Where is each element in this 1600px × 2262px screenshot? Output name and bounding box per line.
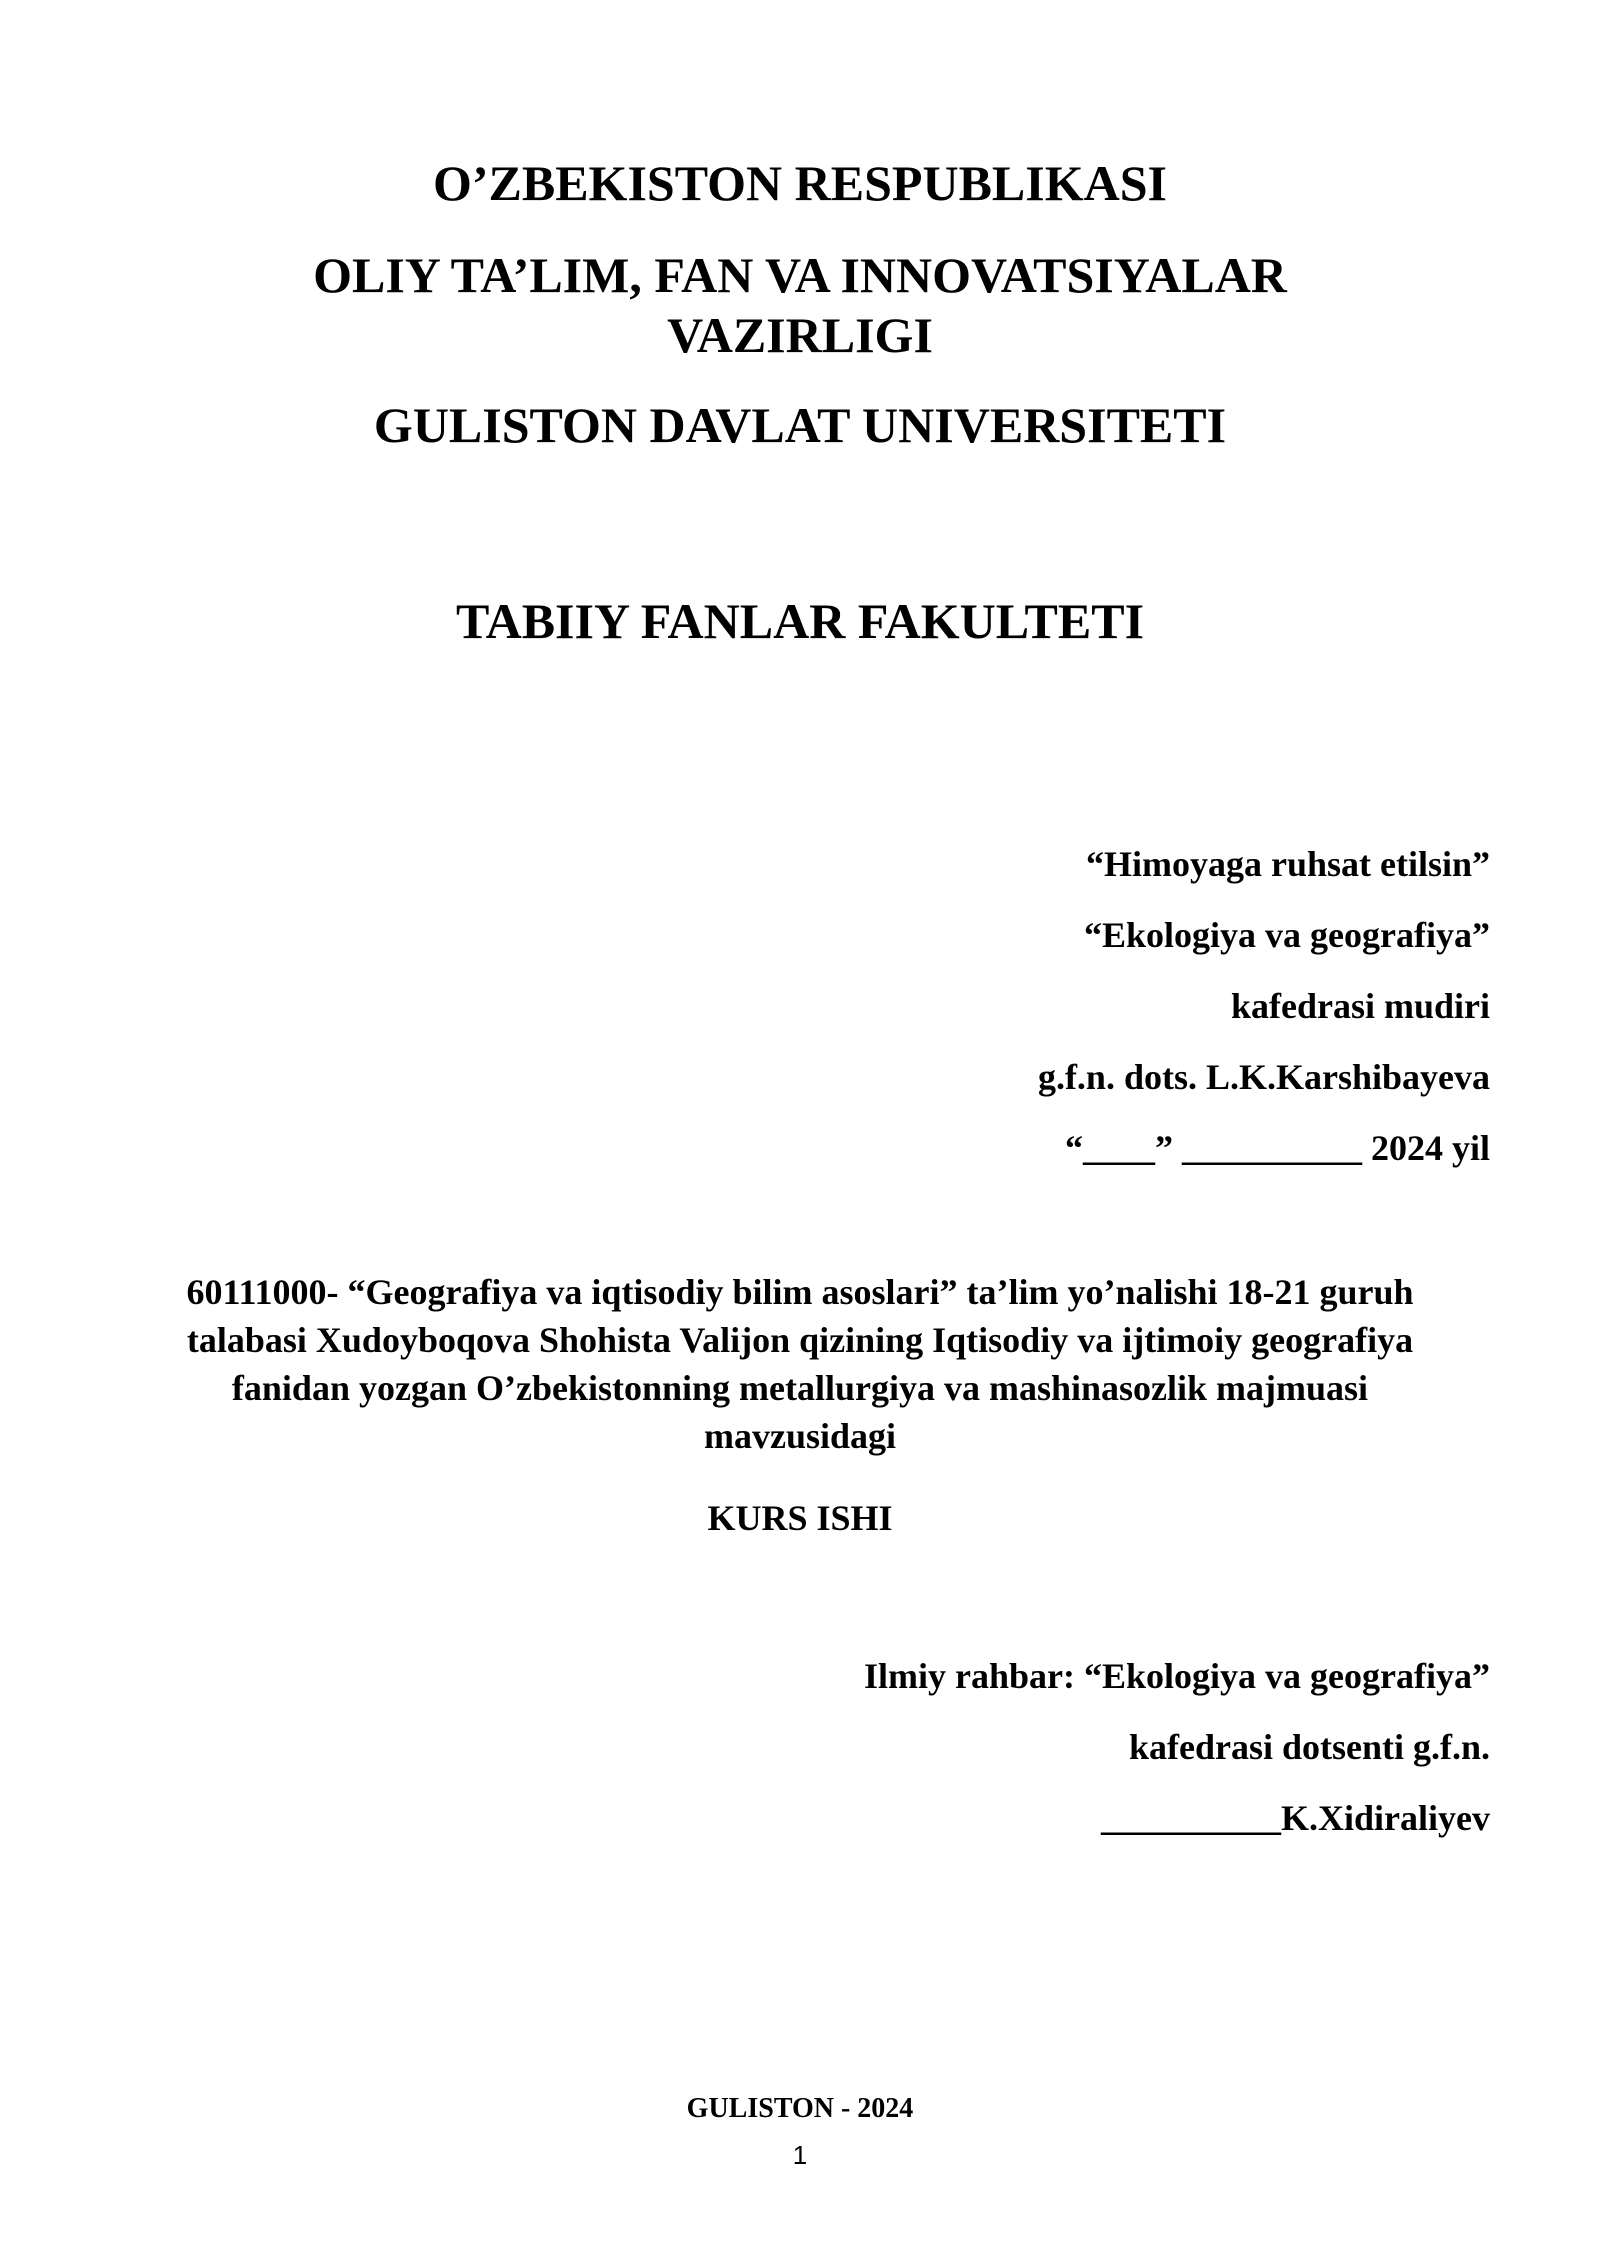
work-description-line-4: mavzusidagi [703, 1416, 897, 1456]
place-year-footer: GULISTON - 2024 [686, 2093, 914, 2124]
page-number: 1 [792, 2140, 808, 2170]
republic-title: O’ZBEKISTON RESPUBLIKASI [432, 155, 1168, 211]
ministry-title-line1: OLIY TA’LIM, FAN VA INNOVATSIYALAR [313, 247, 1287, 303]
supervisor-line-1: Ilmiy rahbar: “Ekologiya va geografiya” [864, 1656, 1490, 1696]
work-description-line-3: fanidan yozgan O’zbekistonning metallurgiya va mashinasozlik majmuasi [231, 1368, 1369, 1408]
approval-line-3: kafedrasi mudiri [1230, 986, 1490, 1026]
ministry-title-line2: VAZIRLIGI [667, 307, 933, 363]
work-type-title: KURS ISHI [707, 1498, 893, 1538]
supervisor-line-2: kafedrasi dotsenti g.f.n. [1128, 1727, 1490, 1767]
work-description [180, 1268, 1420, 1460]
supervisor-signature-line: __________K.Xidiraliyev [1101, 1798, 1490, 1838]
approval-line-1: “Himoyaga ruhsat etilsin” [1085, 844, 1490, 884]
approval-date-line: “____” __________ 2024 yil [1064, 1128, 1490, 1168]
approval-line-2: “Ekologiya va geografiya” [1084, 915, 1490, 955]
work-description-line-1: 60111000- “Geografiya va iqtisodiy bilim asoslari” ta’lim yo’nalishi 18-21 guruh [186, 1272, 1414, 1312]
faculty-title: TABIIY FANLAR FAKULTETI [455, 593, 1145, 649]
work-description-line-2: talabasi Xudoyboqova Shohista Valijon qizining Iqtisodiy va ijtimoiy geografiya [186, 1320, 1414, 1360]
approval-line-4: g.f.n. dots. L.K.Karshibayeva [1037, 1057, 1490, 1097]
university-title: GULISTON DAVLAT UNIVERSITETI [373, 397, 1227, 453]
